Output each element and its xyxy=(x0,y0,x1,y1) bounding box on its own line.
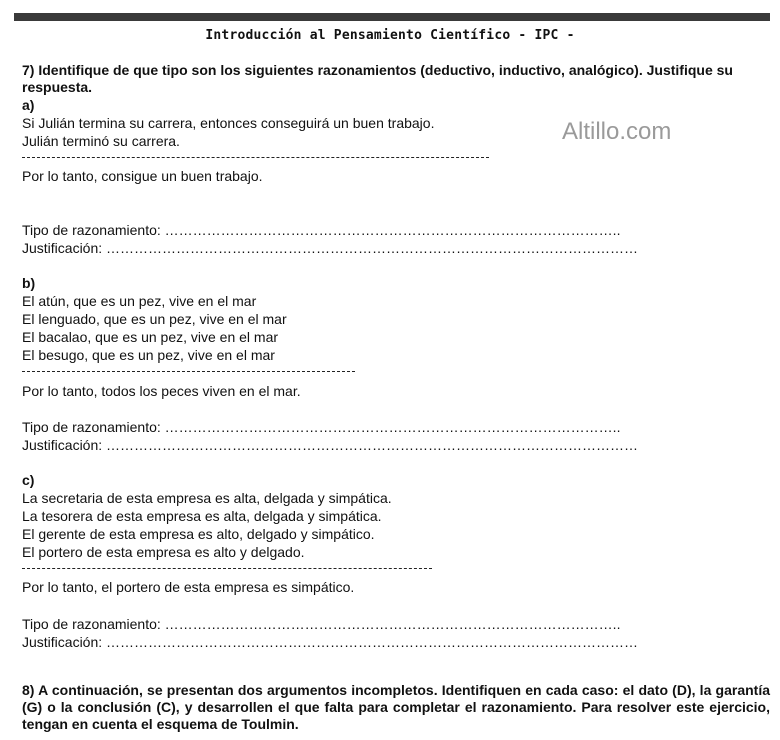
section-c-separator xyxy=(22,568,432,569)
section-b-premise-2: El lenguado, que es un pez, vive en el mar xyxy=(22,311,287,327)
section-c-premise-3: El gerente de esta empresa es alto, delgado y simpático. xyxy=(22,526,375,542)
section-c-justificacion-field: Justificación: …………………………………………………………………………………………………… xyxy=(22,634,639,650)
section-c-tipo-field: Tipo de razonamiento: …………………………………………………………………………………….. xyxy=(22,616,621,632)
section-c-conclusion: Por lo tanto, el portero de esta empresa es simpático. xyxy=(22,579,355,595)
section-b-separator xyxy=(22,371,355,372)
section-c-premise-2: La tesorera de esta empresa es alta, delgada y simpática. xyxy=(22,508,382,524)
watermark-logo: Altillo.com xyxy=(562,118,672,145)
section-b-label: b) xyxy=(22,275,36,291)
section-b-tipo-field: Tipo de razonamiento: …………………………………………………………………………………….. xyxy=(22,419,621,435)
section-a-tipo-field: Tipo de razonamiento: …………………………………………………………………………………….. xyxy=(22,222,621,238)
section-a-conclusion: Por lo tanto, consigue un buen trabajo. xyxy=(22,168,263,184)
section-a-premise-2: Julián terminó su carrera. xyxy=(22,133,180,149)
section-a-justificacion-field: Justificación: …………………………………………………………………………………………………… xyxy=(22,240,639,256)
question-7-prompt: 7) Identifique de que tipo son los siguientes razonamientos (deductivo, inductivo, analógico). Justifique su respuesta. xyxy=(22,62,733,95)
page-header-title: Introducción al Pensamiento Científico - IPC - xyxy=(205,28,575,43)
section-b-justificacion-field: Justificación: …………………………………………………………………………………………………… xyxy=(22,437,639,453)
top-divider-bar xyxy=(14,13,770,21)
section-a-label: a) xyxy=(22,97,35,113)
section-b-conclusion: Por lo tanto, todos los peces viven en el mar. xyxy=(22,383,301,399)
section-c-premise-1: La secretaria de esta empresa es alta, delgada y simpática. xyxy=(22,490,392,506)
section-b-premise-4: El besugo, que es un pez, vive en el mar xyxy=(22,347,275,363)
section-b-premise-1: El atún, que es un pez, vive en el mar xyxy=(22,293,257,309)
section-a-premise-1: Si Julián termina su carrera, entonces conseguirá un buen trabajo. xyxy=(22,115,435,131)
section-a-separator xyxy=(22,157,489,158)
section-c-label: c) xyxy=(22,472,35,488)
section-c-premise-4: El portero de esta empresa es alto y delgado. xyxy=(22,544,305,560)
section-b-premise-3: El bacalao, que es un pez, vive en el mar xyxy=(22,329,279,345)
question-8-prompt: 8) A continuación, se presentan dos argumentos incompletos. Identifiquen en cada caso: el dato (D), la garantía (G) o la conclusión (C), y desarrollen el que falta para completar el razonamiento. Para resolver este ejercicio, tengan en cuenta el esquema de Toulmin. xyxy=(22,682,770,732)
